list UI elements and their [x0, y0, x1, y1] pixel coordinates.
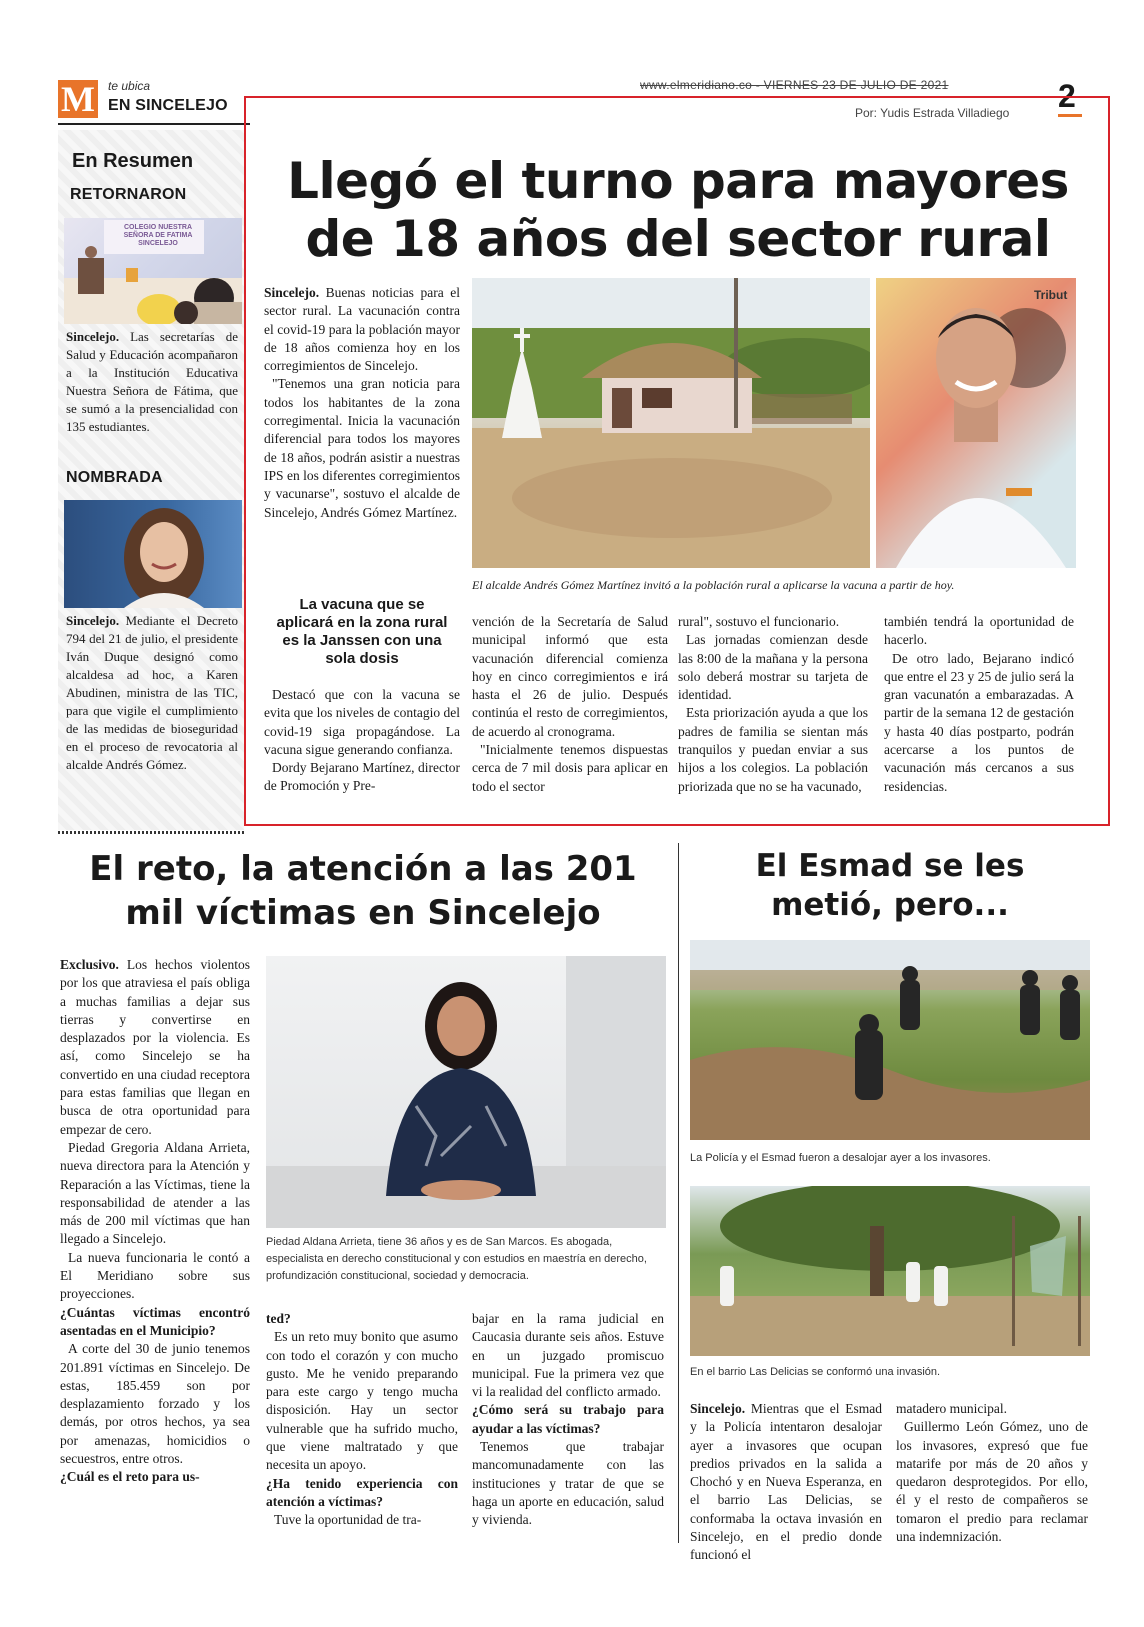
article1-col2	[472, 613, 668, 796]
article2-col2-question2: ¿Ha tenido experiencia con atención a víctimas?	[266, 1475, 458, 1509]
sidebar-heading-retornaron: RETORNARON	[70, 186, 187, 203]
sidebar-dotted-rule	[58, 831, 244, 834]
mayor-photo	[876, 278, 1076, 568]
article2-col3	[472, 1310, 664, 1530]
article2-para3: La nueva funcionaria le contó a El Meridiano sobre sus proyecciones.	[60, 1249, 250, 1302]
article2-headline-line1: El reto, la atención a las 201	[89, 849, 637, 889]
piedad-aldana-photo	[266, 956, 666, 1228]
article2-headline	[58, 847, 668, 935]
article1-col3-para3: Esta priorización ayuda a que los padres de familia se sientan más tranquilos y puedan enviar a sus hijos a los colegios. La población priorizada que no se ha vacunado,	[678, 705, 868, 794]
article2-col1	[60, 956, 250, 1487]
article2-lead: Exclusivo.	[60, 957, 119, 972]
article2-para2: Piedad Gregoria Aldana Arrieta, nueva directora para la Atención y Reparación a las Víctimas, tiene la responsabilidad de atender a las más de 200 mil víctimas que han llegado a Sincelejo.	[60, 1139, 250, 1247]
article2-col3-answer2: Tenemos que trabajar mancomunadamente con las instituciones y tratar de que se haga un aporte en educación, salud y vivienda.	[472, 1439, 664, 1528]
sidebar-item1-text	[66, 328, 238, 436]
article2-col3-answer: bajar en la rama judicial en Caucasia durante seis años. Estuve en un juzgado promiscuo municipal. Fue la primera vez que vi la realidad del conflicto armado.	[472, 1311, 664, 1400]
article2-intro: Los hechos violentos por los que atraviesa el país obliga a muchas familias a dejar sus tierras y convertirse en desplazados por la violencia. Es así, como Sincelejo se ha convertido en una ciudad receptora para estas familias que llegan en busca de otra oportunidad para empezar de cero.	[60, 957, 250, 1137]
header-rule	[58, 123, 250, 125]
article1-col3	[678, 613, 868, 796]
article1-quote: "Tenemos una gran noticia para todos los habitantes de la zona corregimental. Inicia la vacunación diferencial para todos los mayores de 18 años, podrán asistir a nuestras IPS en los diferentes corregimientos y vacunarse", sostuvo el alcalde de Sincelejo, Andrés Gómez Martínez.	[264, 376, 460, 520]
sidebar-item2-text	[66, 612, 238, 774]
article1-photo-caption: El alcalde Andrés Gómez Martínez invitó a la población rural a aplicarse la vacuna a partir de hoy.	[472, 578, 955, 592]
article1-col1-bottom	[264, 686, 460, 796]
sidebar-item2-body: Mediante el Decreto 794 del 21 de julio, el presidente Iván Duque designó como alcaldesa ad hoc, a Karen Abudinen, ministra de las TIC, para que vigile el cumplimiento de las medidas de bioseguridad en el proceso de revocatoria al alcalde Andrés Gómez.	[66, 613, 238, 772]
tagline: te ubica	[108, 79, 151, 93]
article2-col2-question: ted?	[266, 1311, 291, 1326]
article1-intro: Buenas noticias para el sector rural. La vacunación contra el covid-19 para la población mayor de 18 años comienza hoy en los corregimientos de Sincelejo.	[264, 285, 460, 374]
byline: Por: Yudis Estrada Villadiego	[855, 106, 1010, 120]
article3-lead: Sincelejo.	[690, 1401, 746, 1416]
article2-photo-caption: Piedad Aldana Arrieta, tiene 36 años y es de San Marcos. Es abogada, especialista en derecho constitucional y con estudios en maestría en derecho, profundización constitucional, sociedad y democracia.	[266, 1236, 647, 1282]
article2-col2	[266, 1310, 458, 1530]
rural-village-photo	[472, 278, 870, 568]
article3-photo2-caption: En el barrio Las Delicias se conformó una invasión.	[690, 1366, 941, 1378]
article1-col1-top	[264, 284, 460, 522]
article1-col3-para2: Las jornadas comienzan desde las 8:00 de la mañana y la persona solo deberá mostrar su tarjeta de identidad.	[678, 632, 868, 703]
article2-question2: ¿Cuál es el reto para us-	[60, 1469, 200, 1485]
article3-photo1-caption: La Policía y el Esmad fueron a desalojar ayer a los invasores.	[690, 1152, 991, 1164]
column-divider	[678, 843, 679, 1543]
school-sign-text: COLEGIO NUESTRA SEÑORA DE FATIMA SINCELEJO	[123, 224, 193, 247]
sidebar-title: En Resumen	[72, 150, 194, 172]
article1-col3-para: rural", sostuvo el funcionario.	[678, 614, 840, 629]
article3-col2	[896, 1400, 1088, 1546]
section-title: EN SINCELEJO	[108, 97, 228, 114]
article3-headline-line1: El Esmad se les	[755, 848, 1025, 884]
article2-col2-answer2: Tuve la oportunidad de tra-	[274, 1512, 422, 1528]
article1-headline-line1: Llegó el turno para mayores	[287, 152, 1069, 210]
article1-col4	[884, 613, 1074, 796]
article2-answer1: A corte del 30 de junio tenemos 201.891 víctimas en Sincelejo. De estas, 185.459 son por desplazamiento forzado y los demás, por otros hechos, ya sea por amenazas, homicidios o secuestros, entre otros.	[60, 1341, 250, 1467]
article2-col2-answer: Es un reto muy bonito que asumo con todo el corazón y con mucho gusto. Me he venido preparando para este cargo y tengo mucha disposición. Hay un sector vulnerable que ha sufrido mucho, que viene maltratado y que necesita un apoyo.	[266, 1329, 458, 1473]
article2-col3-question: ¿Cómo será su trabajo para ayudar a las víctimas?	[472, 1402, 664, 1436]
article1-pull-quote: La vacuna que se aplicará en la zona rural es la Janssen con una sola dosis	[276, 596, 448, 667]
article3-col1	[690, 1400, 882, 1565]
sidebar-item2-lead: Sincelejo.	[66, 613, 120, 628]
page-number: 2	[1058, 78, 1076, 114]
article2-headline-line2: mil víctimas en Sincelejo	[125, 893, 601, 933]
esmad-eviction-photo	[690, 940, 1090, 1140]
article1-col4-para: también tendrá la oportunidad de hacerlo.	[884, 614, 1074, 648]
photo-banner-text: Tribut	[1034, 288, 1068, 302]
las-delicias-invasion-photo	[690, 1186, 1090, 1356]
article1-col4-para2: De otro lado, Bejarano indicó que entre el 23 y 25 de julio será la gran vacunatón a embarazadas. A partir de la semana 12 de gestación y hasta 40 días postparto, podrán acercarse a los puntos de vacunación más cercanos a sus residencias.	[884, 650, 1074, 794]
article3-col2-para2: Guillermo León Gómez, uno de los invasores, expresó que fue matarife por más de 20 años y quedaron desprotegidos. Por ello, él y el resto de compañeros se tomaron el predio para reclamar una indemnización.	[896, 1419, 1088, 1545]
article1-headline	[258, 152, 1098, 268]
sidebar-item1-body: Las secretarías de Salud y Educación acompañaron a la Institución Educativa Nuestra Señora de Fátima, que se sumó a la presencialidad con 135 estudiantes.	[66, 329, 238, 434]
article1-col2-para2: "Inicialmente tenemos dispuestas cerca de 7 mil dosis para aplicar en todo el sector	[472, 742, 668, 794]
article3-col2-para: matadero municipal.	[896, 1401, 1007, 1416]
karen-abudinen-photo	[64, 500, 242, 608]
sidebar-heading-nombrada: NOMBRADA	[66, 469, 163, 486]
article3-headline	[700, 847, 1080, 925]
article2-question1: ¿Cuántas víctimas encontró asentadas en el Municipio?	[60, 1304, 250, 1338]
el-meridiano-logo: M	[58, 80, 98, 118]
article1-col1-para2: Dordy Bejarano Martínez, director de Promoción y Pre-	[264, 760, 460, 794]
article1-col1-para: Destacó que con la vacuna se evita que los niveles de contagio del covid-19 siga propagándose. La vacuna sigue generando confianza.	[264, 687, 460, 757]
article1-headline-line2: de 18 años del sector rural	[305, 210, 1051, 268]
article1-lead: Sincelejo.	[264, 285, 320, 300]
article3-headline-line2: metió, pero...	[771, 887, 1009, 923]
school-event-photo	[64, 218, 242, 324]
article1-col2-para: vención de la Secretaría de Salud municipal informó que esta vacunación diferencial comienza hoy en cinco corregimientos e irá hasta el 26 de julio. Después continúa el resto de corregimientos, de acuerdo al cronograma.	[472, 614, 668, 739]
site-date: www.elmeridiano.co - VIERNES 23 DE JULIO DE 2021	[640, 78, 949, 92]
sidebar-item1-lead: Sincelejo.	[66, 329, 120, 344]
article3-intro: Mientras que el Esmad y la Policía intentaron desalojar ayer a invasores que ocupan predios privados en la salida a Chochó y en Nueva Esperanza, en el barrio Las Delicias, se conformaba la octava invasión en Sincelejo, en el predio donde funcionó el	[690, 1401, 882, 1563]
